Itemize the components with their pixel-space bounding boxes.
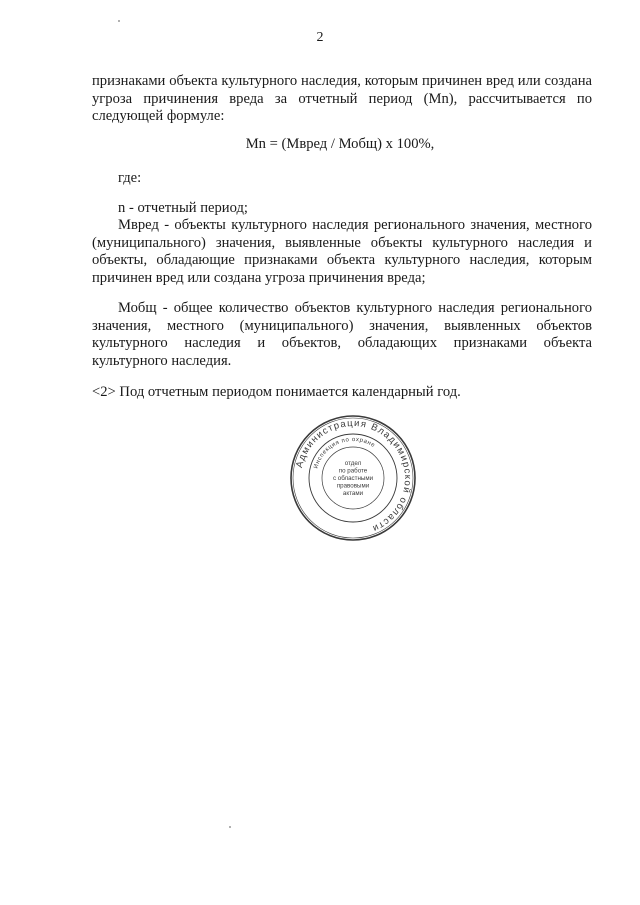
seal-center-line: по работе — [338, 467, 368, 475]
seal-outer-text: Администрация Владимирской области — [294, 417, 414, 535]
seal-inner-arc-text: Инспекция по охране — [313, 436, 376, 470]
mvred-definition: Мвред - объекты культурного наследия регионального значения, местного (муниципального) значения, выявленные объекты культурного наследия и объекты, обладающие признаками объекта культурного наследия, которым причинен вред или создана угроза причинения вреда; — [92, 217, 592, 286]
formula: Mn = (Мвред / Мобщ) x 100%, — [245, 136, 435, 152]
mobsh-definition: Мобщ - общее количество объектов культурного наследия регионального значения, местного (муниципального) значения, выявленных объектов культурного наследия и объектов, обладающих признаками объекта культурного наследия. — [92, 300, 592, 369]
seal-graphic — [289, 414, 417, 542]
seal-center-text — [333, 460, 374, 497]
scan-speck — [118, 20, 120, 22]
official-seal — [289, 414, 417, 542]
seal-center-line: отдел — [344, 459, 362, 467]
page-number: 2 — [316, 30, 324, 45]
intro-paragraph: признаками объекта культурного наследия, которым причинен вред или создана угроза причинения вреда за отчетный период (Mn), рассчитывается по следующей формуле: — [92, 73, 592, 124]
period-definition: n - отчетный период; — [118, 200, 248, 216]
seal-center-line: актами — [342, 490, 364, 498]
scan-speck — [229, 826, 231, 828]
footnote: <2> Под отчетным периодом понимается календарный год. — [92, 384, 461, 400]
seal-center-line: с областными — [332, 475, 374, 482]
seal-center-line: правовыми — [336, 482, 370, 490]
where-label: где: — [118, 170, 142, 186]
